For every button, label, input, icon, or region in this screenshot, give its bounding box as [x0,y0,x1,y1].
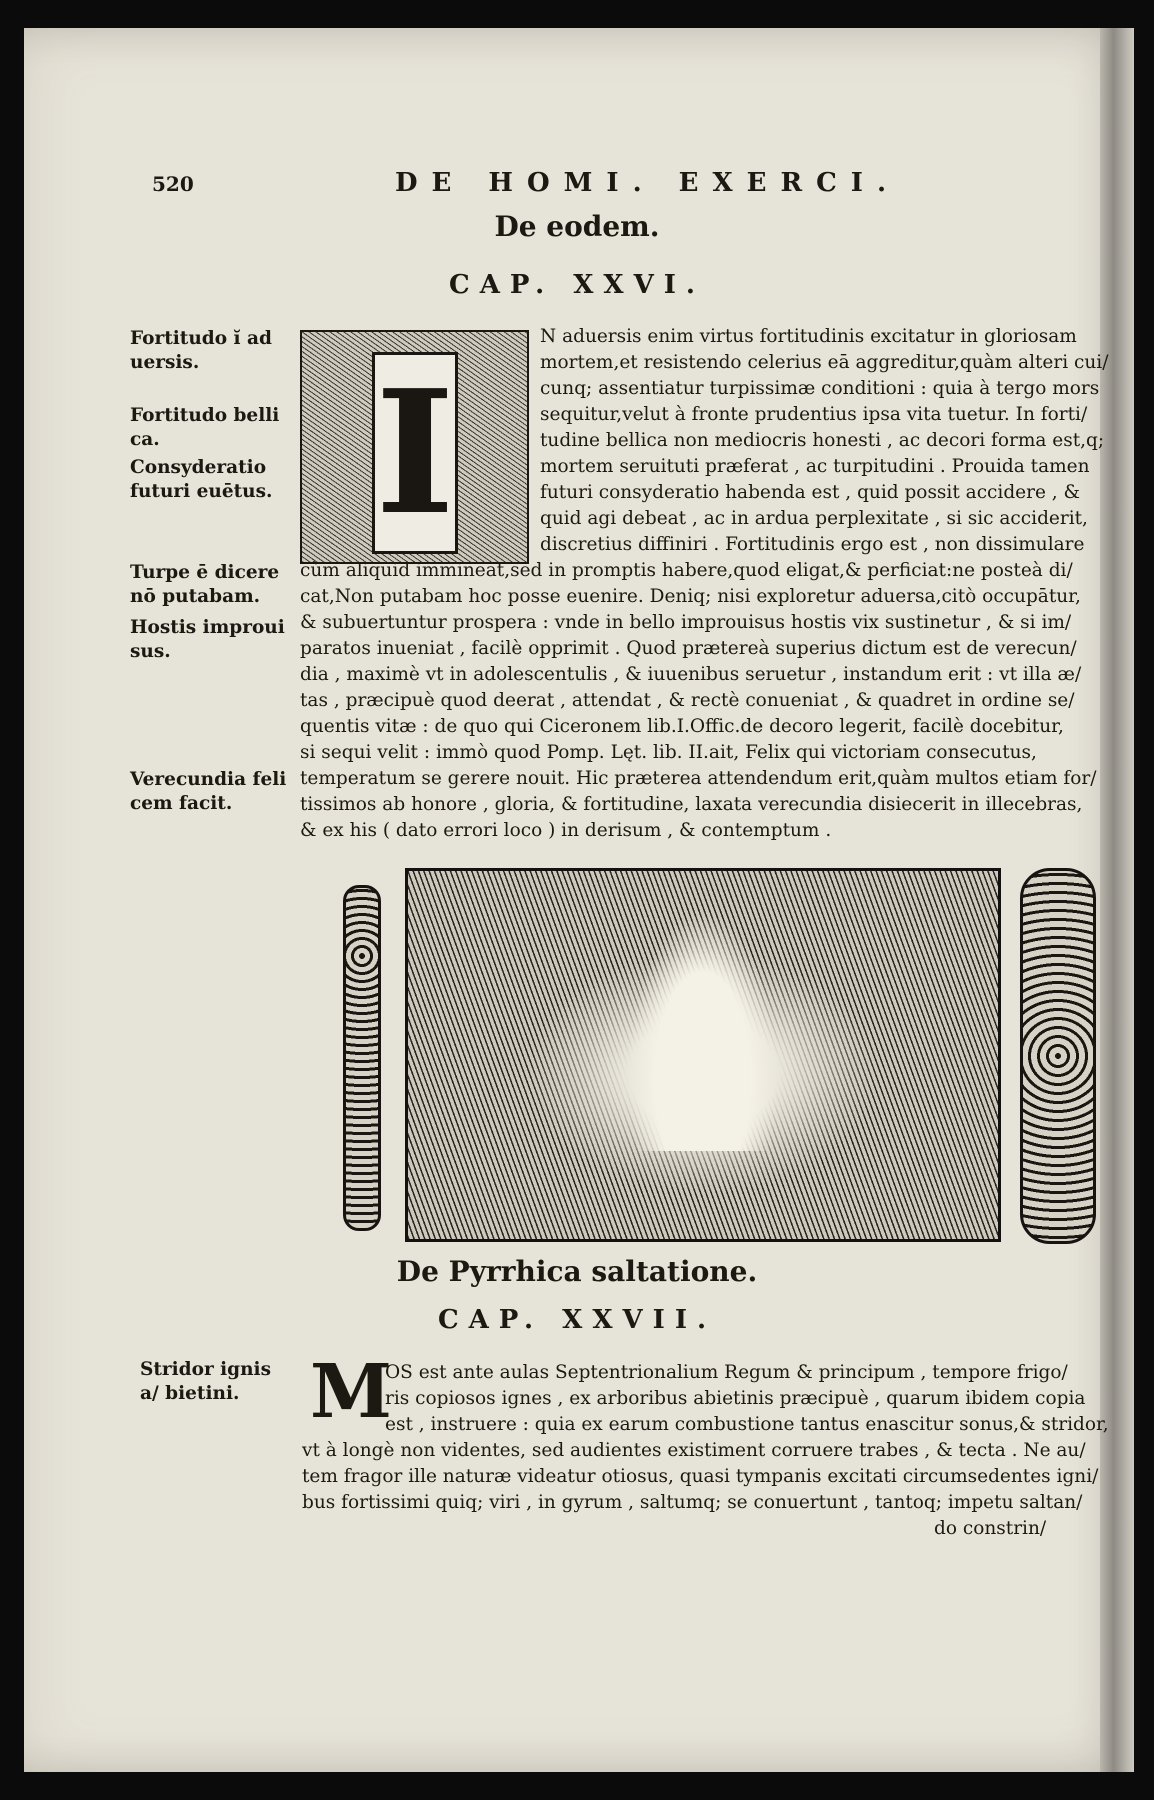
text-line: OS est ante aulas Septentrionalium Regum & principum , tempore frigo/ [385,1362,1068,1383]
text-line: N aduersis enim virtus fortitudinis excitatur in gloriosam [540,326,1077,347]
text-line: est , instruere : quia ex earum combustione tantus enascitur sonus,& stridor, [385,1414,1109,1435]
text-line: vt à longè non videntes, sed audientes existiment corruere trabes , & tecta . Ne au/ [302,1440,1086,1461]
chapter-title-1: De eodem. [494,210,660,243]
catchword: do constrin/ [934,1518,1047,1539]
text-line: quentis vitæ : de quo qui Ciceronem lib.I.Offic.de decoro legerit, facilè docebitur, [300,716,1064,737]
text-line: futuri consyderatio habenda est , quid possit accidere , & [540,482,1081,503]
initial-letter-glyph: I [372,352,458,554]
margin-note: Verecundia feli cem facit. [130,769,287,814]
fire-illustration [628,911,778,1151]
text-line: sequitur,velut à fronte prudentius ipsa vita tuetur. In forti/ [540,404,1088,425]
text-line: bus fortissimi quiq; viri , in gyrum , saltumq; se conuertunt , tantoq; impetu saltan/ [302,1492,1083,1513]
chapter-title-2: De Pyrrhica saltatione. [396,1255,758,1288]
text-line: tem fragor ille naturæ videatur otiosus, quasi tympanis excitati circumsedentes igni/ [302,1466,1099,1487]
text-line: temperatum se gerere nouit. Hic præterea attendendum erit,quàm multos etiam for/ [300,768,1097,789]
chapter-number-2: CAP. XXVII. [437,1305,717,1335]
running-head: DE HOMI. EXERCI. [395,168,900,198]
initial-letter-m: M [310,1349,392,1435]
text-line: dia , maximè vt in adolescentulis , & iuuenibus seruetur , instandum erit : vt illa æ/ [300,664,1082,685]
text-line: si sequi velit : immò quod Pomp. Lęt. lib. II.ait, Felix qui victoriam consecutus, [300,742,1037,763]
margin-note: Consyderatio futuri euētus. [130,457,273,502]
text-line: & ex his ( dato errori loco ) in derisum , & contemptum . [300,820,832,841]
woodcut-initial-letter [300,330,529,564]
margin-note: Turpe ē dicere nō putabam. [130,562,280,607]
text-line: ris copiosos ignes , ex arboribus abietinis præcipuè , quarum ibidem copia [385,1388,1086,1409]
margin-note: Fortitudo belli ca. [130,405,280,450]
text-line: discretius diffiniri . Fortitudinis ergo est , non dissimulare [540,534,1085,555]
text-line: & subuertuntur prospera : vnde in bello improuisus hostis vix sustinetur , & si im/ [300,612,1072,633]
text-line: mortem,et resistendo celerius eā aggreditur,quàm alteri cui/ [540,352,1109,373]
margin-note: Stridor ignis a/ bietini. [140,1359,271,1404]
text-line: tudine bellica non mediocris honesti , ac decori forma est,q; [540,430,1105,451]
page-number: 520 [152,172,194,196]
text-line: cunq; assentiatur turpissimæ conditioni : quia à tergo mors [540,378,1100,399]
margin-note: Hostis improui sus. [130,617,285,662]
text-line: tas , præcipuè quod deerat , attendat , & rectè conueniat , & quadret in ordine se/ [300,690,1075,711]
text-line: cat,Non putabam hoc posse euenire. Deniq; nisi exploretur aduersa,citò occupātur, [300,586,1081,607]
text-line: quid agi debeat , ac in ardua perplexitate , si sic acciderit, [540,508,1088,529]
text-line: mortem seruituti præferat , ac turpitudini . Prouida tamen [540,456,1090,477]
text-line: cùm aliquid immineat,sed in promptis habere,quod eligat,& perficiat:ne posteà di/ [300,560,1073,581]
text-line: paratos inueniat , facilè opprimit . Quod prætereà superius dictum est de verecun/ [300,638,1077,659]
margin-note: Fortitudo ĭ ad uersis. [130,328,272,373]
ornament-right [1020,868,1096,1244]
woodcut-illustration [405,868,1001,1242]
chapter-number-1: CAP. XXVI. [449,270,705,300]
text-line: tissimos ab honore , gloria, & fortitudine, laxata verecundia disiecerit in illecebras, [300,794,1083,815]
ornament-left [343,885,381,1231]
